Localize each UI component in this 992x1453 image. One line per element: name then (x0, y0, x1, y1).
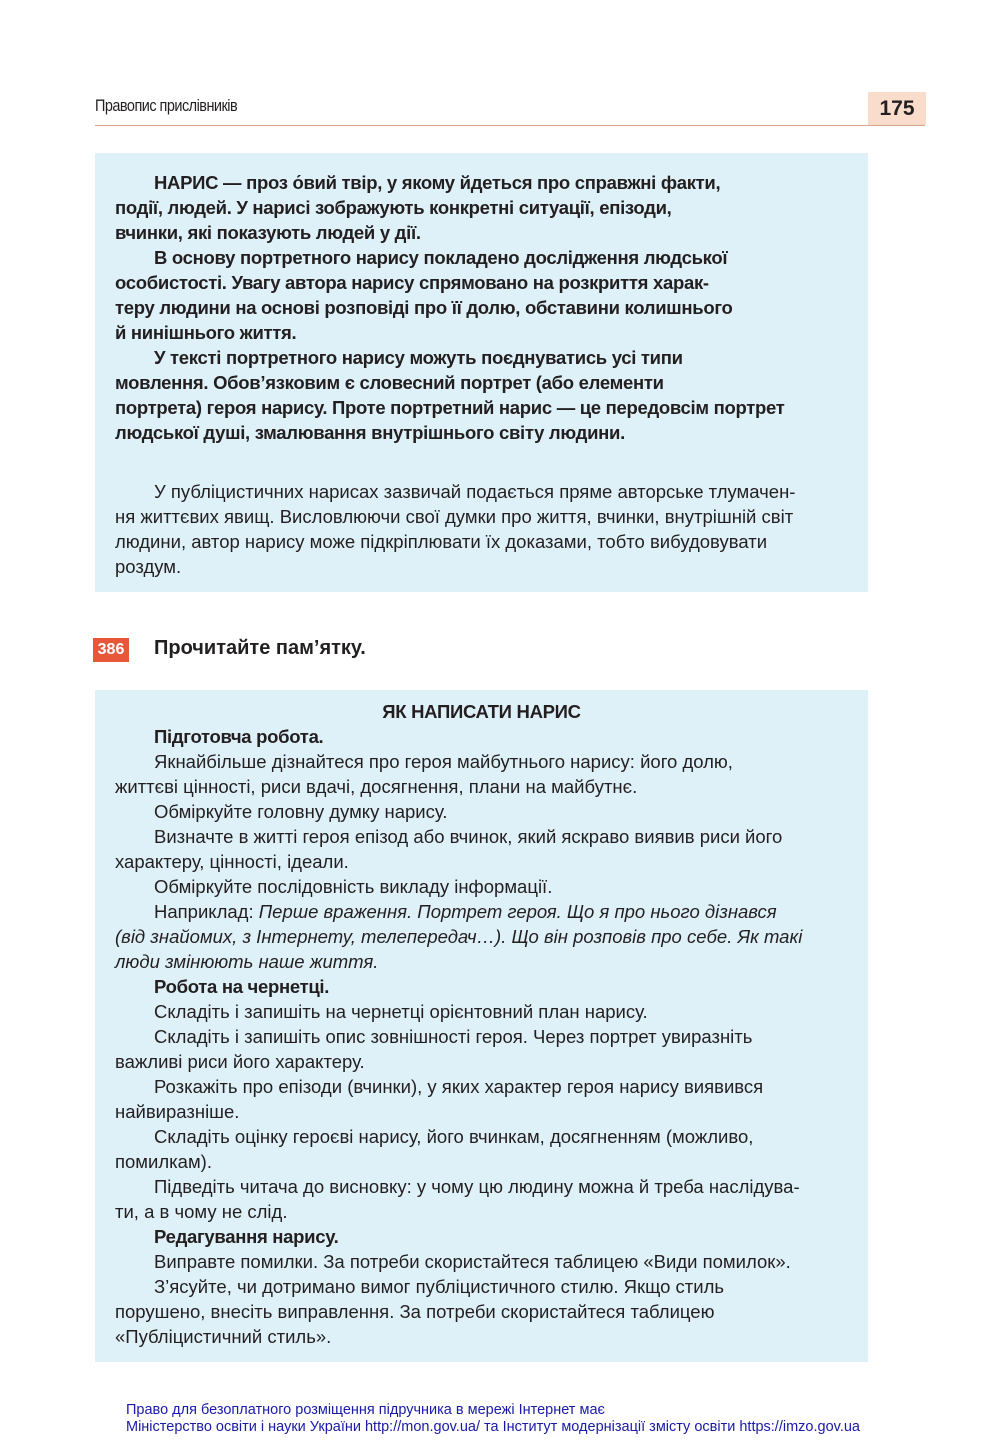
page-number: 175 (868, 92, 926, 125)
text-line (115, 1149, 212, 1174)
bold-text-line (154, 245, 727, 270)
text-line (115, 924, 802, 949)
text-line (154, 749, 733, 774)
line-text: Виправте помилки. За потреби скористайтеся таблицею «Види помилок». (154, 1251, 791, 1272)
line-text: ти, а в чому не слід. (115, 1201, 288, 1222)
footer-line-1: Право для безоплатного розміщення підручника в мережі Інтернет має (126, 1402, 605, 1418)
text-line (154, 1274, 724, 1299)
line-text: З’ясуйте, чи дотримано вимог публіцистичного стилю. Якщо стиль (154, 1276, 725, 1297)
bold-text-line (154, 345, 683, 370)
line-text: порушено, внесіть виправлення. За потреби скористайтеся таблицею (115, 1301, 715, 1322)
text-line (154, 874, 552, 899)
line-text: характеру, цінності, ідеали. (115, 851, 349, 872)
section-title: Правопис прислівників (95, 96, 238, 115)
line-text: портрета) героя нарису. Проте портретний нарис — це передовсім портрет (115, 397, 785, 418)
text-line (115, 504, 793, 529)
line-text: роздум. (115, 556, 182, 577)
text-line (115, 774, 637, 799)
bold-text-line (154, 974, 329, 999)
line-text: Складіть і запишіть на чернетці орієнтовний план нарису. (154, 1001, 648, 1022)
line-text: важливі риси його характеру. (115, 1051, 365, 1072)
text-line (115, 529, 767, 554)
bold-text-line (115, 220, 421, 245)
bold-text-line (115, 395, 785, 420)
text-line (154, 1249, 791, 1274)
text-line (154, 1174, 800, 1199)
line-text: «Публіцистичний стиль». (115, 1326, 332, 1347)
text-line (115, 1099, 239, 1124)
line-text: мовлення. Обов’язковим є словесний портрет (або елементи (115, 372, 664, 393)
bold-text-line (115, 270, 709, 295)
line-text: Визначте в житті героя епізод або вчинок, який яскраво виявив риси його (154, 826, 783, 847)
text-line (154, 999, 648, 1024)
line-text: помилкам). (115, 1151, 212, 1172)
exercise-instruction: Прочитайте пам’ятку. (154, 637, 366, 659)
line-text: й нинішнього життя. (115, 322, 297, 343)
text-line (115, 949, 378, 974)
line-text: Розкажіть про епізоди (вчинки), у яких характер героя нарису виявився (154, 1076, 764, 1097)
bold-text-line (115, 320, 296, 345)
italic-example-text: Перше враження. Портрет героя. Що я про нього дізнався (258, 901, 777, 922)
text-line (154, 1124, 753, 1149)
line-text: Якнайбільше дізнайтеся про героя майбутнього нарису: його долю, (154, 751, 733, 772)
line-text: НАРИС — проз о́вий твір, у якому йдеться про справжні факти, (154, 172, 721, 193)
text-line (115, 849, 349, 874)
bold-text-line (115, 420, 625, 445)
header-divider (95, 125, 925, 126)
memo-title (95, 699, 868, 724)
bold-text-line (115, 195, 671, 220)
line-text: Складіть оцінку героєві нарису, його вчинкам, досягненням (можливо, (154, 1126, 754, 1147)
text-line (154, 899, 777, 924)
line-text: людської душі, змалювання внутрішнього світу людини. (115, 422, 625, 443)
line-text: особистості. Увагу автора нарису спрямовано на розкриття харак- (115, 272, 709, 293)
text-line (115, 554, 181, 579)
text-line (154, 479, 795, 504)
line-text: людини, автор нарису може підкріплювати їх доказами, тобто вибудовувати (115, 531, 768, 552)
text-line (115, 1324, 331, 1349)
bold-text-line (154, 1224, 338, 1249)
line-text: Підготовча робота. (154, 726, 324, 747)
line-text: В основу портретного нарису покладено дослідження людської (154, 247, 728, 268)
bold-text-line (115, 295, 733, 320)
text-line (115, 1049, 365, 1074)
definition-box (95, 153, 868, 592)
bold-text-line (154, 724, 323, 749)
line-text: Підведіть читача до висновку: у чому цю людину можна й треба наслідува- (154, 1176, 800, 1197)
line-text: Наприклад: (154, 901, 259, 922)
line-text: вчинки, які показують людей у дії. (115, 222, 421, 243)
line-text: Робота на чернетці. (154, 976, 330, 997)
line-text: Обміркуйте головну думку нарису. (154, 801, 448, 822)
text-line (154, 824, 782, 849)
text-line (115, 1299, 714, 1324)
line-text: Складіть і запишіть опис зовнішності героя. Через портрет увиразніть (154, 1026, 753, 1047)
bold-text-line (154, 170, 720, 195)
bold-text-line (115, 370, 664, 395)
line-text: Обміркуйте послідовність викладу інформації. (154, 876, 553, 897)
memo-box (95, 690, 868, 1362)
italic-example-text: (від знайомих, з Інтернету, телепередач…). Що він розповів про себе. Як такі (115, 926, 803, 947)
text-line (154, 1074, 763, 1099)
line-text: ЯК НАПИСАТИ НАРИС (382, 701, 581, 722)
exercise-number-badge: 386 (93, 638, 129, 662)
line-text: теру людини на основі розповіді про її долю, обставини колишнього (115, 297, 733, 318)
line-text: найвиразніше. (115, 1101, 240, 1122)
line-text: У тексті портретного нарису можуть поєднуватись усі типи (154, 347, 683, 368)
footer-line-2: Міністерство освіти і науки України http://mon.gov.ua/ та Інститут модернізації змісту освіти https://imzo.gov.ua (126, 1419, 860, 1435)
italic-example-text: люди змінюють наше життя. (115, 951, 379, 972)
line-text: У публіцистичних нарисах зазвичай подається пряме авторське тлумачен- (154, 481, 796, 502)
text-line (154, 799, 447, 824)
text-line (154, 1024, 752, 1049)
copyright-footer (126, 1402, 860, 1436)
line-text: ня життєвих явищ. Висловлюючи свої думки про життя, вчинки, внутрішній світ (115, 506, 794, 527)
line-text: події, людей. У нарисі зображують конкретні ситуації, епізоди, (115, 197, 672, 218)
text-line (115, 1199, 287, 1224)
line-text: Редагування нарису. (154, 1226, 339, 1247)
line-text: життєві цінності, риси вдачі, досягнення, плани на майбутнє. (115, 776, 638, 797)
